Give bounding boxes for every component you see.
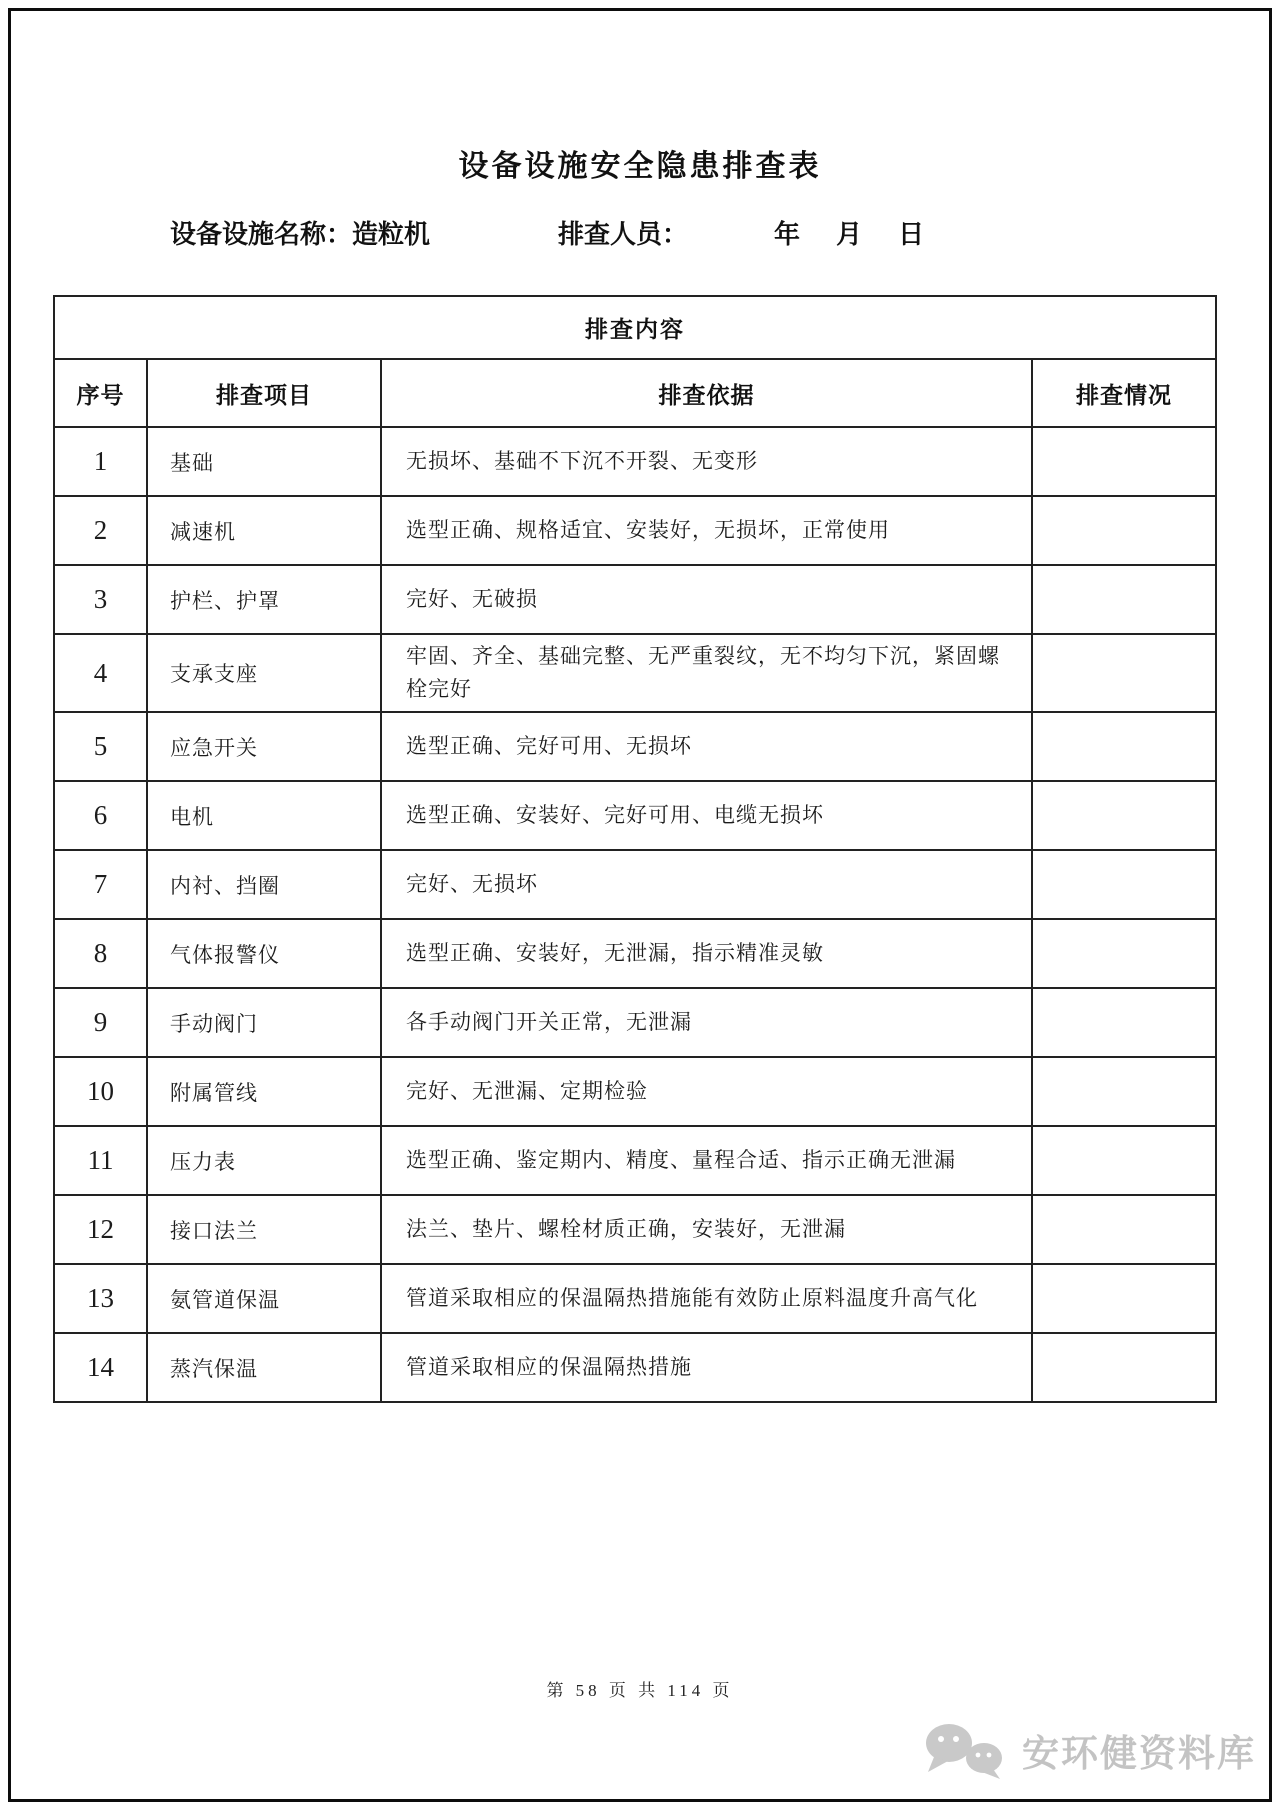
status-cell [1032, 712, 1216, 781]
status-cell [1032, 988, 1216, 1057]
item-cell: 电机 [147, 781, 381, 850]
row-number-cell: 12 [54, 1195, 147, 1264]
column-header-basis: 排查依据 [381, 359, 1032, 427]
item-cell: 氨管道保温 [147, 1264, 381, 1333]
watermark-text: 安环健资料库 [1022, 1734, 1256, 1775]
device-name-value: 造粒机 [352, 220, 431, 249]
page-number-info: 第 58 页 共 114 页 [546, 1681, 734, 1700]
item-cell: 内衬、挡圈 [147, 850, 381, 919]
basis-cell: 无损坏、基础不下沉不开裂、无变形 [381, 427, 1032, 496]
content-header-cell: 排查内容 [54, 296, 1216, 359]
table-row [54, 1126, 1216, 1195]
date-day-label: 日 [898, 220, 925, 249]
table-row [54, 850, 1216, 919]
row-number-cell: 3 [54, 565, 147, 634]
status-cell [1032, 1264, 1216, 1333]
inspection-table [53, 295, 1217, 1403]
table-row [54, 496, 1216, 565]
table-row [54, 1057, 1216, 1126]
table-row [54, 427, 1216, 496]
item-cell: 减速机 [147, 496, 381, 565]
row-number-cell: 11 [54, 1126, 147, 1195]
column-header-item: 排查项目 [147, 359, 381, 427]
status-cell [1032, 427, 1216, 496]
status-cell [1032, 781, 1216, 850]
column-header-row [54, 359, 1216, 427]
basis-cell: 选型正确、完好可用、无损坏 [381, 712, 1032, 781]
table-row [54, 781, 1216, 850]
basis-cell: 完好、无破损 [381, 565, 1032, 634]
status-cell [1032, 919, 1216, 988]
column-header-status: 排查情况 [1032, 359, 1216, 427]
row-number-cell: 13 [54, 1264, 147, 1333]
basis-cell: 完好、无损坏 [381, 850, 1032, 919]
date-year-label: 年 [774, 220, 801, 249]
row-number-cell: 2 [54, 496, 147, 565]
column-header-no: 序号 [54, 359, 147, 427]
row-number-cell: 14 [54, 1333, 147, 1402]
basis-cell: 牢固、齐全、基础完整、无严重裂纹，无不均匀下沉，紧固螺栓完好 [381, 634, 1032, 712]
basis-cell: 选型正确、规格适宜、安装好，无损坏，正常使用 [381, 496, 1032, 565]
row-number-cell: 9 [54, 988, 147, 1057]
status-cell [1032, 634, 1216, 712]
status-cell [1032, 1195, 1216, 1264]
item-cell: 手动阀门 [147, 988, 381, 1057]
table-row [54, 1195, 1216, 1264]
item-cell: 支承支座 [147, 634, 381, 712]
item-cell: 护栏、护罩 [147, 565, 381, 634]
basis-cell: 管道采取相应的保温隔热措施能有效防止原料温度升高气化 [381, 1264, 1032, 1333]
table-row [54, 1333, 1216, 1402]
subheader-line [170, 214, 924, 251]
row-number-cell: 7 [54, 850, 147, 919]
table-row [54, 1264, 1216, 1333]
basis-cell: 选型正确、安装好，无泄漏，指示精准灵敏 [381, 919, 1032, 988]
row-number-cell: 1 [54, 427, 147, 496]
item-cell: 应急开关 [147, 712, 381, 781]
content-header-row [54, 296, 1216, 359]
table-row [54, 919, 1216, 988]
status-cell [1032, 1057, 1216, 1126]
item-cell: 气体报警仪 [147, 919, 381, 988]
status-cell [1032, 565, 1216, 634]
page-title: 设备设施安全隐患排查表 [458, 150, 822, 183]
basis-cell: 管道采取相应的保温隔热措施 [381, 1333, 1032, 1402]
row-number-cell: 5 [54, 712, 147, 781]
inspector-label: 排查人员： [558, 220, 689, 249]
row-number-cell: 6 [54, 781, 147, 850]
item-cell: 蒸汽保温 [147, 1333, 381, 1402]
date-month-label: 月 [836, 220, 863, 249]
item-cell: 接口法兰 [147, 1195, 381, 1264]
item-cell: 附属管线 [147, 1057, 381, 1126]
status-cell [1032, 496, 1216, 565]
status-cell [1032, 1126, 1216, 1195]
table-row [54, 712, 1216, 781]
watermark [918, 1720, 1256, 1780]
row-number-cell: 4 [54, 634, 147, 712]
basis-cell: 完好、无泄漏、定期检验 [381, 1057, 1032, 1126]
status-cell [1032, 850, 1216, 919]
basis-cell: 各手动阀门开关正常，无泄漏 [381, 988, 1032, 1057]
basis-cell: 法兰、垫片、螺栓材质正确，安装好，无泄漏 [381, 1195, 1032, 1264]
item-cell: 压力表 [147, 1126, 381, 1195]
table-row [54, 988, 1216, 1057]
device-name-label: 设备设施名称： [170, 220, 353, 249]
row-number-cell: 10 [54, 1057, 147, 1126]
table-row [54, 634, 1216, 712]
status-cell [1032, 1333, 1216, 1402]
basis-cell: 选型正确、鉴定期内、精度、量程合适、指示正确无泄漏 [381, 1126, 1032, 1195]
row-number-cell: 8 [54, 919, 147, 988]
basis-cell: 选型正确、安装好、完好可用、电缆无损坏 [381, 781, 1032, 850]
item-cell: 基础 [147, 427, 381, 496]
table-row [54, 565, 1216, 634]
wechat-bubbles-icon [918, 1720, 1014, 1780]
